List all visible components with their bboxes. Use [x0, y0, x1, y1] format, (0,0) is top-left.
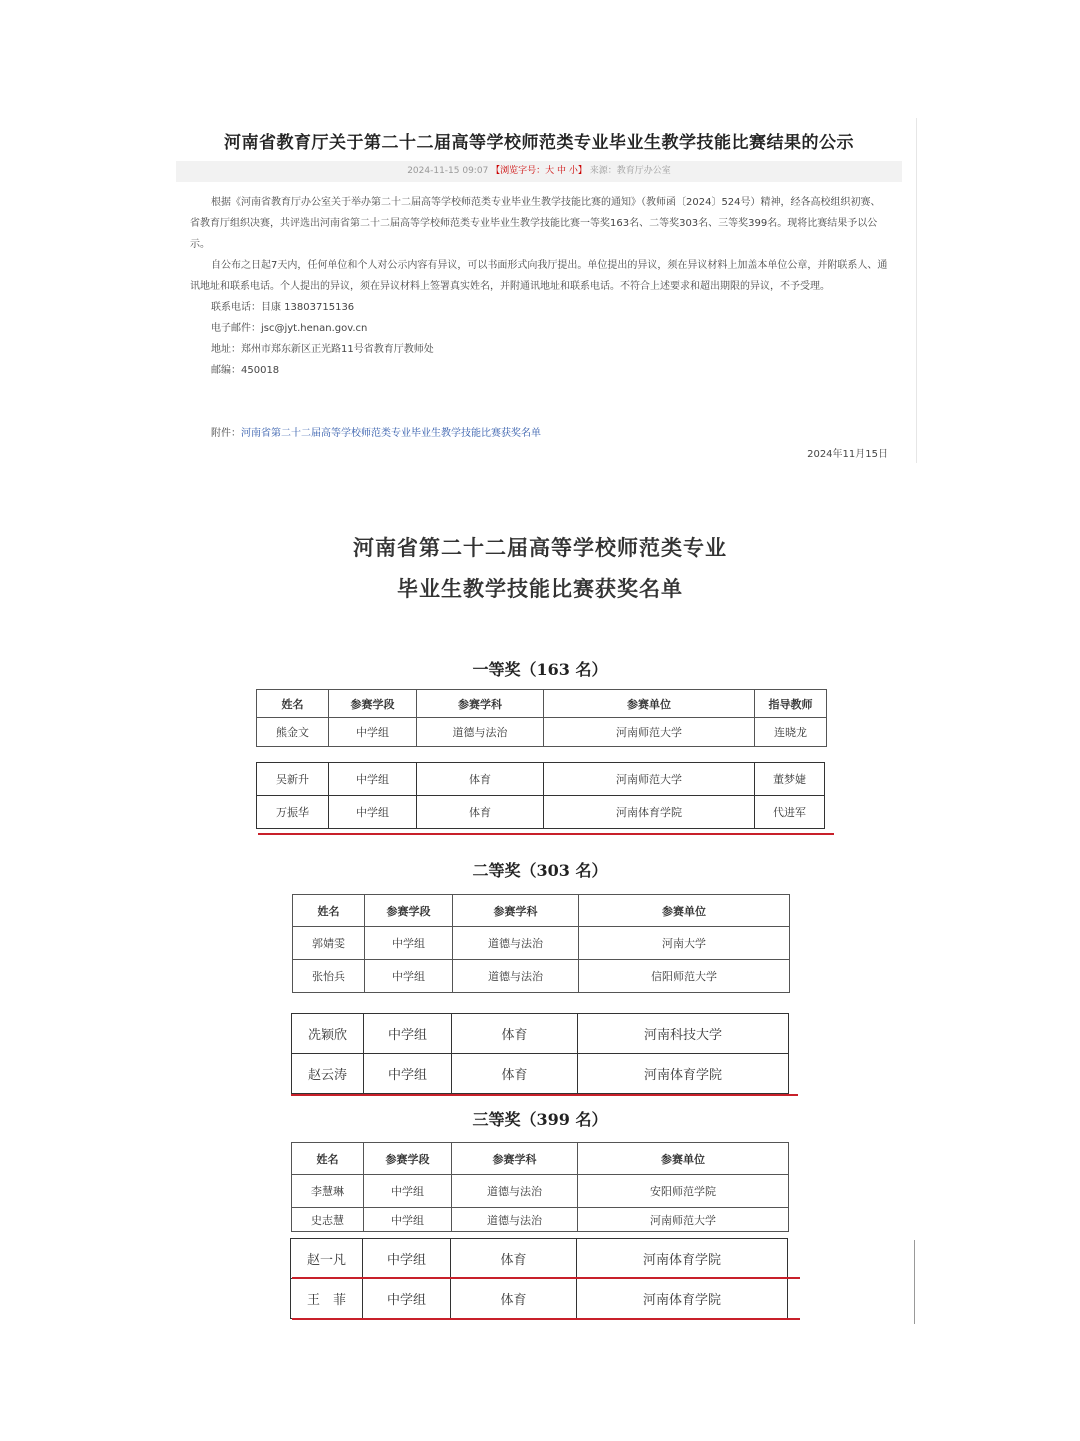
attachment-link[interactable]: 河南省第二十二届高等学校师范类专业毕业生教学技能比赛获奖名单	[241, 428, 541, 439]
cell-unit: 河南体育学院	[577, 1239, 788, 1279]
first-prize-heading: 一等奖（163 名）	[472, 660, 608, 679]
header-cell: 姓名	[257, 690, 329, 718]
cell-unit: 河南科技大学	[578, 1014, 789, 1054]
third-prize-table-a	[291, 1142, 789, 1232]
cell-unit: 河南体育学院	[544, 796, 755, 829]
notice-paragraph-1: 根据《河南省教育厅办公室关于举办第二十二届高等学校师范类专业毕业生教学技能比赛的通知》（教师函〔2024〕524号）精神，经各高校组织初赛、省教育厅组织决赛，共评选出河南省第二十二届高等学校师范类专业毕业生教学技能比赛一等奖163名、二等奖303名、三等奖399名。现将比赛结果予以公示。	[190, 197, 881, 250]
notice-title: 河南省教育厅关于第二十二届高等学校师范类专业毕业生教学技能比赛结果的公示	[224, 133, 854, 153]
cell-stage: 中学组	[365, 960, 453, 993]
cell-stage: 中学组	[364, 1054, 452, 1094]
cell-name: 吴新升	[257, 763, 329, 796]
cell-subject: 道德与法治	[452, 1208, 578, 1232]
table-row	[257, 718, 827, 747]
cell-unit: 河南体育学院	[577, 1279, 788, 1319]
table-header-row	[257, 690, 827, 718]
table-row	[292, 1208, 789, 1232]
cell-unit: 信阳师范大学	[579, 960, 790, 993]
cell-teacher: 代进军	[755, 796, 825, 829]
second-prize-heading: 二等奖（303 名）	[472, 861, 608, 880]
panel-edge-line	[916, 118, 917, 463]
header-cell: 参赛单位	[578, 1143, 789, 1175]
header-cell: 参赛单位	[544, 690, 755, 718]
notice-paragraph-2: 自公布之日起7天内，任何单位和个人对公示内容有异议，可以书面形式向我厅提出。单位提出的异议，须在异议材料上加盖本单位公章，并附联系人、通讯地址和联系电话。个人提出的异议，须在异议材料上签署真实姓名，并附通讯地址和联系电话。不符合上述要求和超出期限的异议，不予受理。	[190, 260, 888, 292]
cell-stage: 中学组	[363, 1279, 451, 1319]
cell-name: 赵云涛	[292, 1054, 364, 1094]
list-title-line-2: 毕业生教学技能比赛获奖名单	[397, 576, 683, 601]
cell-subject: 道德与法治	[453, 927, 579, 960]
table-row	[291, 1279, 788, 1319]
contact-email: 电子邮件：jsc@jyt.henan.gov.cn	[211, 323, 368, 334]
scan-edge-line	[914, 1240, 915, 1324]
highlight-underline	[292, 1277, 800, 1279]
table-header-row	[293, 895, 790, 927]
cell-teacher: 董梦婕	[755, 763, 825, 796]
first-prize-table-b	[256, 762, 825, 829]
table-row	[292, 1014, 789, 1054]
header-cell: 参赛学段	[365, 895, 453, 927]
second-prize-table-b	[291, 1013, 789, 1094]
contact-address: 地址：郑州市郑东新区正光路11号省教育厅教师处	[211, 344, 434, 355]
cell-stage: 中学组	[364, 1175, 452, 1208]
cell-stage: 中学组	[364, 1014, 452, 1054]
sign-date: 2024年11月15日	[807, 449, 888, 460]
cell-name: 郭婧雯	[293, 927, 365, 960]
font-size-switch[interactable]: 【浏览字号：大 中 小】	[491, 166, 587, 176]
first-prize-table-a	[256, 689, 827, 747]
header-cell: 姓名	[293, 895, 365, 927]
header-cell: 指导教师	[755, 690, 827, 718]
cell-unit: 安阳师范学院	[578, 1175, 789, 1208]
cell-unit: 河南体育学院	[578, 1054, 789, 1094]
cell-teacher: 连晓龙	[755, 718, 827, 747]
third-prize-heading: 三等奖（399 名）	[472, 1110, 608, 1129]
attachment-label: 附件：	[211, 428, 241, 439]
list-title-line-1: 河南省第二十二届高等学校师范类专业	[353, 535, 727, 560]
cell-subject: 道德与法治	[452, 1175, 578, 1208]
notice-source: 来源：教育厅办公室	[589, 166, 671, 176]
cell-unit: 河南师范大学	[544, 718, 755, 747]
cell-subject: 体育	[417, 763, 544, 796]
cell-name: 李慧琳	[292, 1175, 364, 1208]
cell-name: 史志慧	[292, 1208, 364, 1232]
cell-name: 张怡兵	[293, 960, 365, 993]
cell-unit: 河南大学	[579, 927, 790, 960]
cell-subject: 体育	[451, 1239, 577, 1279]
cell-subject: 体育	[417, 796, 544, 829]
cell-stage: 中学组	[363, 1239, 451, 1279]
header-cell: 姓名	[292, 1143, 364, 1175]
table-row	[257, 796, 825, 829]
cell-name: 万振华	[257, 796, 329, 829]
cell-stage: 中学组	[364, 1208, 452, 1232]
cell-stage: 中学组	[329, 718, 417, 747]
header-cell: 参赛学段	[329, 690, 417, 718]
cell-name: 王 菲	[291, 1279, 363, 1319]
cell-name: 冼颖欣	[292, 1014, 364, 1054]
header-cell: 参赛学科	[417, 690, 544, 718]
table-row	[257, 763, 825, 796]
contact-phone: 联系电话：目康 13803715136	[211, 302, 355, 313]
table-row	[293, 960, 790, 993]
cell-subject: 体育	[452, 1014, 578, 1054]
cell-name: 熊金文	[257, 718, 329, 747]
cell-unit: 河南师范大学	[544, 763, 755, 796]
table-row	[291, 1239, 788, 1279]
notice-meta-bar	[176, 161, 902, 182]
cell-stage: 中学组	[329, 763, 417, 796]
notice-body	[190, 192, 890, 381]
table-row	[292, 1054, 789, 1094]
table-row	[293, 927, 790, 960]
header-cell: 参赛单位	[579, 895, 790, 927]
contact-postcode: 邮编：450018	[211, 365, 280, 376]
header-cell: 参赛学科	[452, 1143, 578, 1175]
table-row	[292, 1175, 789, 1208]
table-header-row	[292, 1143, 789, 1175]
header-cell: 参赛学科	[453, 895, 579, 927]
publish-datetime: 2024-11-15 09:07	[407, 166, 489, 176]
highlight-underline	[258, 833, 834, 835]
header-cell: 参赛学段	[364, 1143, 452, 1175]
cell-subject: 体育	[452, 1054, 578, 1094]
second-prize-table-a	[292, 894, 790, 993]
highlight-underline	[292, 1318, 800, 1320]
cell-subject: 道德与法治	[417, 718, 544, 747]
cell-subject: 体育	[451, 1279, 577, 1319]
cell-unit: 河南师范大学	[578, 1208, 789, 1232]
cell-subject: 道德与法治	[453, 960, 579, 993]
cell-stage: 中学组	[365, 927, 453, 960]
attachment	[211, 424, 541, 439]
cell-name: 赵一凡	[291, 1239, 363, 1279]
highlight-underline	[291, 1094, 798, 1096]
notice-panel	[176, 118, 902, 463]
cell-stage: 中学组	[329, 796, 417, 829]
